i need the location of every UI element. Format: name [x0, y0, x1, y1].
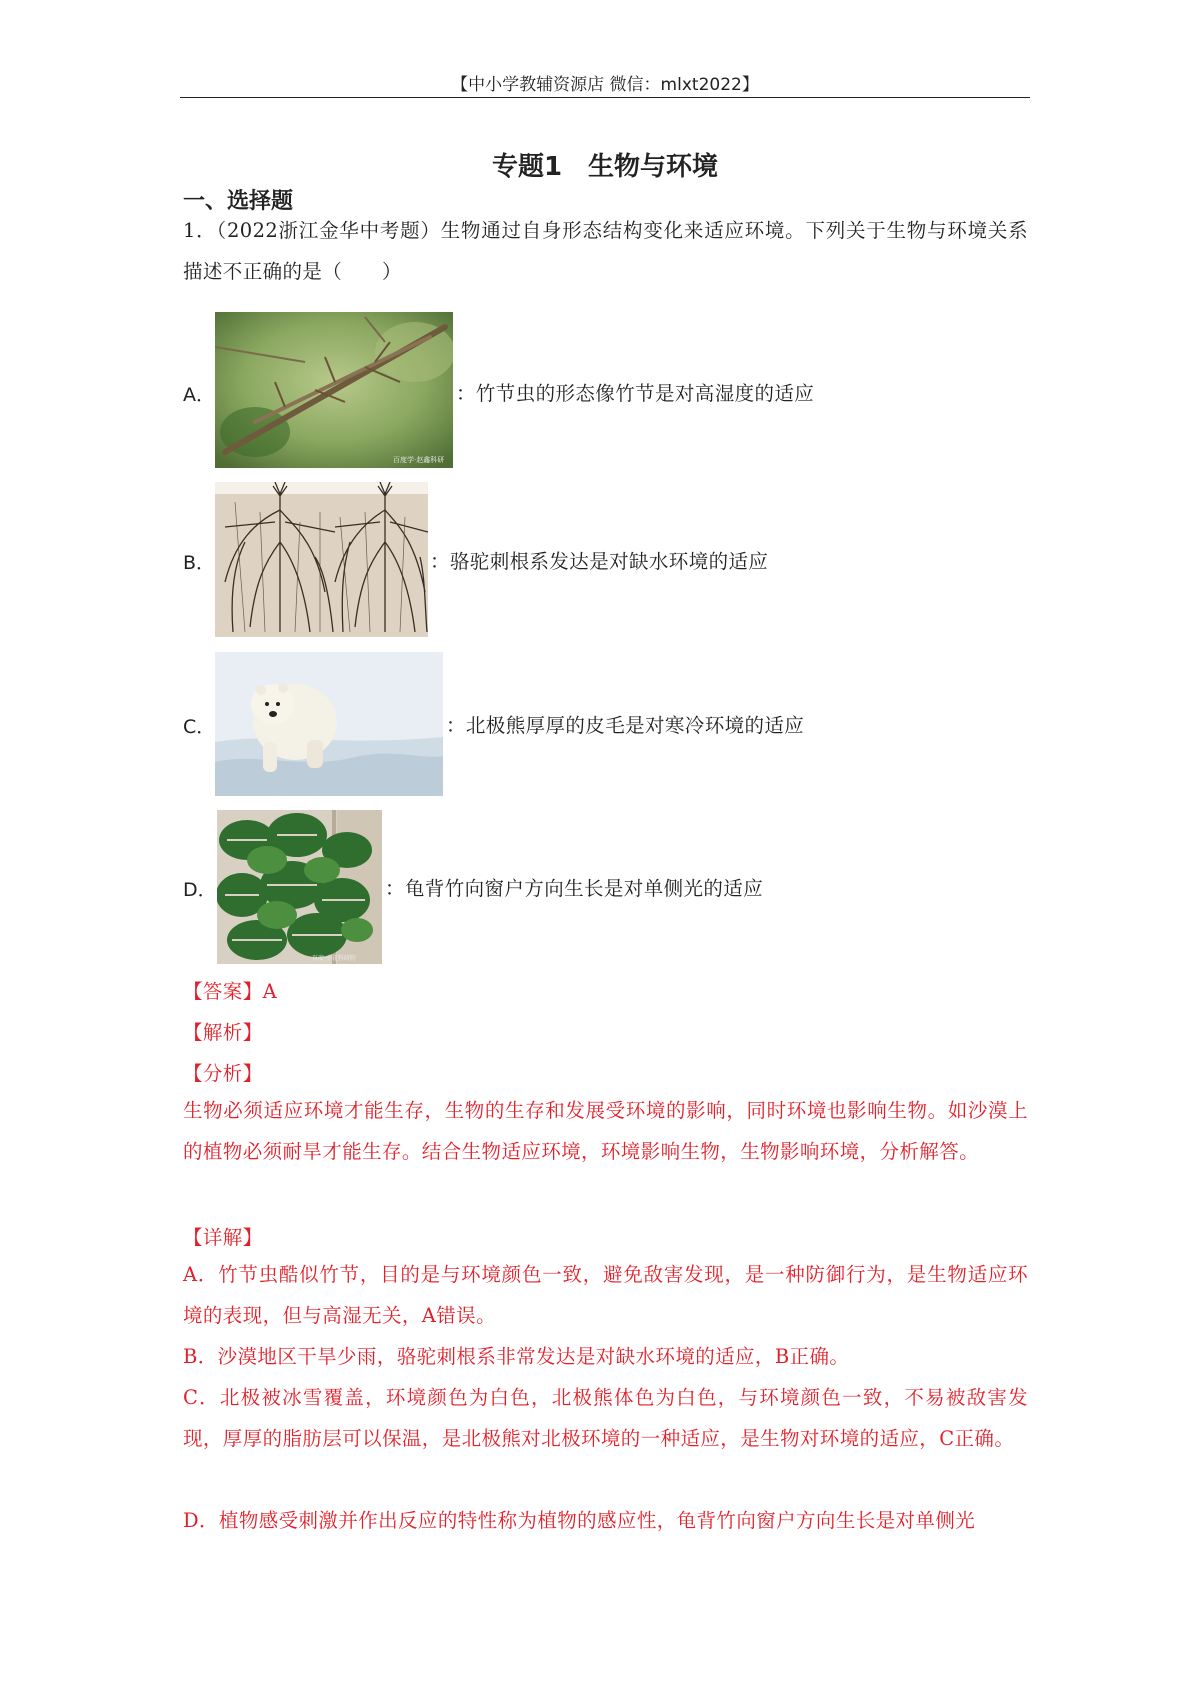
header-divider [180, 97, 1030, 98]
page-title: 专题1 生物与环境 [491, 152, 719, 182]
option-a-letter: A． [183, 384, 215, 406]
option-b-letter: B． [183, 552, 216, 574]
detail-a: A．竹节虫酷似竹节，目的是与环境颜色一致，避免敌害发现，是一种防御行为，是生物适应环境的表现，但与高湿无关，A错误。 [183, 1263, 1028, 1327]
option-c-text: ：北极熊厚厚的皮毛是对寒冷环境的适应 [446, 714, 805, 737]
option-d-text: ：龟背竹向窗户方向生长是对单侧光的适应 [385, 877, 764, 900]
option-a-text: ：竹节虫的形态像竹节是对高湿度的适应 [456, 382, 815, 405]
watermark-d: 百度·小花科研院 [312, 955, 356, 962]
section-heading: 一、选择题 [183, 189, 294, 214]
question-text: 1．（2022浙江金华中考题）生物通过自身形态结构变化来适应环境。下列关于生物与环境关系描述不正确的是（ ） [183, 219, 1028, 283]
answer-label: 【答案】A [183, 980, 278, 1003]
detail-c: C．北极被冰雪覆盖，环境颜色为白色，北极熊体色为白色，与环境颜色一致，不易被敌害发现，厚厚的脂肪层可以保温，是北极熊对北极环境的一种适应，是生物对环境的适应，C正确。 [183, 1386, 1028, 1450]
option-b-text: ：骆驼刺根系发达是对缺水环境的适应 [430, 550, 769, 573]
polar-bear-image [215, 652, 443, 796]
watermark-a: 百度学·赵鑫科研 [393, 456, 445, 464]
option-d-letter: D． [183, 879, 217, 901]
analysis-label: 【解析】 [183, 1021, 263, 1044]
detail-b: B．沙漠地区干旱少雨，骆驼刺根系非常发达是对缺水环境的适应，B正确。 [183, 1345, 850, 1368]
option-c-letter: C． [183, 716, 216, 738]
detail-d: D．植物感受刺激并作出反应的特性称为植物的感应性，龟背竹向窗户方向生长是对单侧光 [183, 1509, 976, 1532]
detail-label: 【详解】 [183, 1226, 263, 1249]
camelthorn-roots-image [215, 482, 428, 637]
page-header: 【中小学教辅资源店 微信：mlxt2022】 [451, 75, 759, 95]
fenxi-label: 【分析】 [183, 1062, 263, 1085]
fenxi-text: 生物必须适应环境才能生存，生物的生存和发展受环境的影响，同时环境也影响生物。如沙漠上的植物必须耐旱才能生存。结合生物适应环境，环境影响生物，生物影响环境，分析解答。 [183, 1099, 1028, 1163]
monstera-image [217, 810, 382, 964]
stick-insect-image [215, 312, 453, 468]
